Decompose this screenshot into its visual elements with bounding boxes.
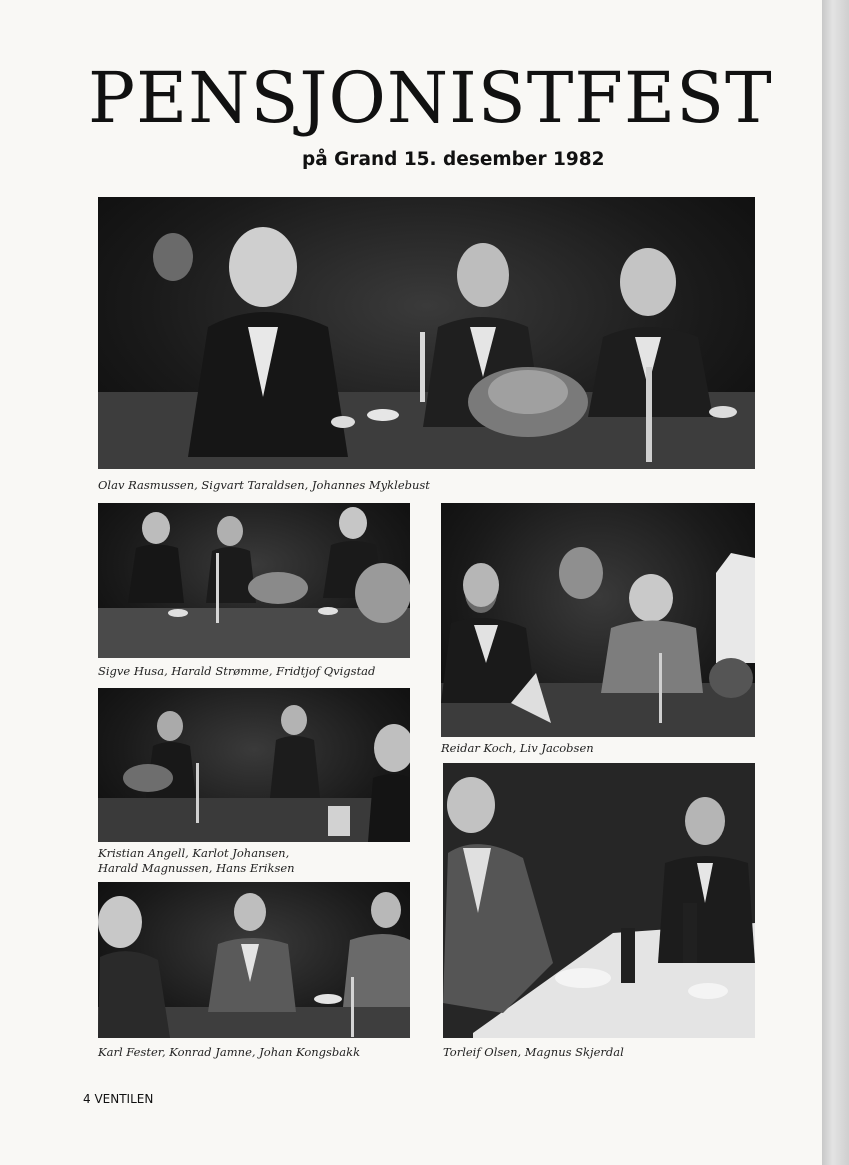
- photo-caption: Reidar Koch, Liv Jacobsen: [441, 741, 594, 755]
- photo-dinner-table-5: [443, 763, 755, 1038]
- photo-dinner-table-2: [98, 503, 410, 658]
- photo-caption: Sigve Husa, Harald Strømme, Fridtjof Qvigstad: [98, 664, 376, 678]
- photo-dinner-table-6: [98, 882, 410, 1038]
- photo-caption: Torleif Olsen, Magnus Skjerdal: [443, 1045, 624, 1059]
- photo-caption: Harald Magnussen, Hans Eriksen: [98, 861, 295, 875]
- photo-dinner-table-4: [98, 688, 410, 842]
- page-footer: 4 VENTILEN: [83, 1092, 154, 1106]
- page-subtitle: på Grand 15. desember 1982: [302, 149, 605, 170]
- page-title: PENSJONISTFEST: [88, 57, 773, 139]
- photo-caption: Karl Fester, Konrad Jamne, Johan Kongsbakk: [98, 1045, 361, 1059]
- photo-caption: Olav Rasmussen, Sigvart Taraldsen, Johannes Myklebust: [98, 478, 430, 492]
- photo-dinner-table-3: [441, 503, 755, 737]
- photo-caption: Kristian Angell, Karlot Johansen,: [98, 846, 290, 860]
- photo-dinner-table-1: [98, 197, 755, 469]
- page-edge: [822, 0, 849, 1165]
